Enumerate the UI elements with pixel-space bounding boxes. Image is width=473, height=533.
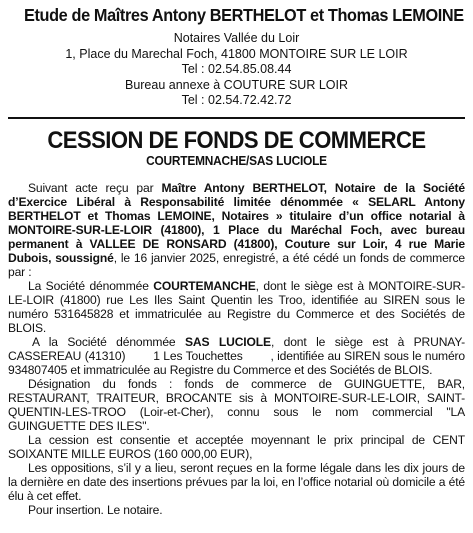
office-phone: Tel : 02.54.85.08.44 bbox=[181, 62, 292, 76]
seller-name: COURTEMANCHE bbox=[153, 278, 256, 293]
office-title: Etude de Maîtres Antony BERTHELOT et Thomas LEMOINE bbox=[23, 5, 464, 25]
notice-subtitle: COURTEMNACHE/SAS LUCIOLE bbox=[146, 153, 327, 168]
paragraph-seller: La Société dénommée COURTEMANCHE, dont le siège est à MONTOIRE-SUR-LE-LOIR (41800) rue Les Iles Saint Quentin les Troo, identifiée au SIREN sous le numéro 531645828 et immatriculée au Registre du Commerce et des Sociétés de BLOIS. bbox=[8, 278, 466, 335]
separator-rule bbox=[8, 117, 465, 119]
notice-body bbox=[8, 180, 469, 517]
paragraph-designation: Désignation du fonds : fonds de commerce de GUINGUETTE, BAR, RESTAURANT, TRAITEUR, BROCANTE sis à MONTOIRE-SUR-LE-LOIR, SAINT-QUENTIN-LES-TROO (Loir-et-Cher), connu sous le nom commercial "LA GUINGUETTE DES ILES". bbox=[8, 376, 465, 433]
paragraph-price: La cession est consentie et acceptée moyennant le prix principal de CENT SOIXANTE MILLE EUROS (160 000,00 EUR), bbox=[8, 432, 465, 461]
annex-phone: Tel : 02.54.72.42.72 bbox=[181, 93, 292, 107]
office-address: 1, Place du Marechal Foch, 41800 MONTOIRE SUR LE LOIR bbox=[65, 46, 408, 61]
paragraph-buyer: A la Société dénommée SAS LUCIOLE, dont le siège est à PRUNAY-CASSEREAU (41310) 1 Les Touchettes , identifiée au SIREN sous le numéro 934807405 et immatriculée au Registre du Commerce et des Sociétés de BLOIS. bbox=[8, 334, 469, 377]
annex-office: Bureau annexe à COUTURE SUR LOIR bbox=[124, 77, 348, 92]
notice-title: CESSION DE FONDS DE COMMERCE bbox=[47, 126, 426, 154]
notary-details: Maître Antony BERTHELOT, Notaire de la Société d’Exercice Libéral à Responsabilité limitée dénommée « SELARL Antony BERTHELOT et Thomas LEMOINE, Notaires » titulaire d’un office notarial à MONTOIRE-SUR-LE-LOIR (41800), 1 Place du Maréchal Foch, avec bureau permanent à VALLEE DE RONSARD (41800), Couture sur Loir, 4 rue Marie Dubois, soussigné bbox=[8, 180, 465, 265]
office-name: Notaires Vallée du Loir bbox=[173, 31, 300, 45]
buyer-name: SAS LUCIOLE bbox=[184, 334, 271, 349]
paragraph-deed: Suivant acte reçu par Maître Antony BERTHELOT, Notaire de la Société d’Exercice Libéral à Responsabilité limitée dénommée « SELARL Antony BERTHELOT et Thomas LEMOINE, Notaires » titulaire d’un office notarial à MONTOIRE-SUR-LE-LOIR (41800), 1 Place du Maréchal Foch, avec bureau permanent à VALLEE DE RONSARD (41800), Couture sur Loir, 4 rue Marie Dubois, soussigné, le 16 janvier 2025, enregistré, a été cédé un fonds de commerce par : bbox=[8, 180, 465, 279]
paragraph-signature: Pour insertion. Le notaire. bbox=[28, 502, 163, 517]
office-contact bbox=[8, 31, 465, 109]
paragraph-oppositions: Les oppositions, s’il y a lieu, seront reçues en la forme légale dans les dix jours de la dernière en date des insertions prévues par la loi, en l’office notarial où domicile a été élu à cet effet. bbox=[8, 460, 465, 503]
